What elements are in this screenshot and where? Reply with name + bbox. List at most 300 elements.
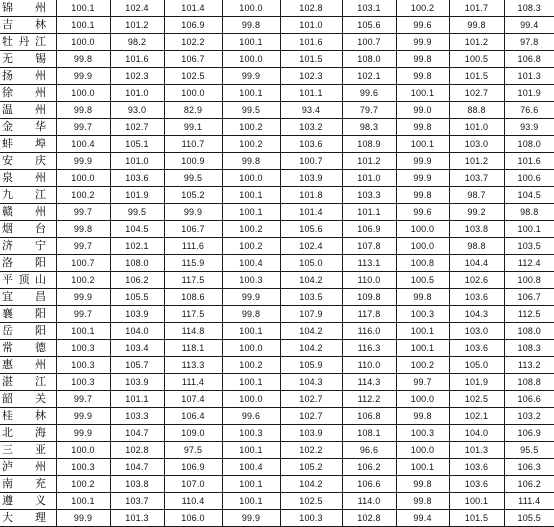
index-value-cell: 100.1 [396,136,449,153]
city-name: 桂 林 [2,409,46,422]
index-value-cell: 102.5 [280,493,342,510]
index-value-cell: 109.0 [164,425,222,442]
index-value-cell: 113.3 [164,357,222,374]
index-value-cell: 100.0 [222,340,280,357]
city-cell [0,425,56,442]
index-value-cell: 105.5 [110,289,164,306]
index-value-cell: 101.2 [449,153,504,170]
city-name: 蚌 埠 [2,137,46,150]
index-value-cell: 103.7 [449,170,504,187]
index-value-cell: 98.7 [449,187,504,204]
index-value-cell: 106.6 [342,476,396,493]
index-value-cell: 106.6 [504,391,554,408]
index-value-cell: 104.4 [449,255,504,272]
index-value-cell: 102.6 [449,272,504,289]
city-name: 无 锡 [2,52,46,65]
index-value-cell: 100.0 [56,34,110,51]
index-value-cell: 101.3 [110,510,164,527]
index-value-cell: 106.7 [164,221,222,238]
index-value-cell: 101.6 [110,51,164,68]
index-value-cell: 103.2 [504,408,554,425]
index-value-cell: 102.5 [164,68,222,85]
index-value-cell: 99.5 [110,204,164,221]
index-value-cell: 101.5 [449,68,504,85]
index-value-cell: 103.6 [449,289,504,306]
index-value-cell: 101.9 [449,374,504,391]
index-value-cell: 118.1 [164,340,222,357]
index-value-cell: 96.6 [342,442,396,459]
city-cell [0,476,56,493]
index-value-cell: 100.1 [396,459,449,476]
index-value-cell: 101.9 [504,85,554,102]
index-value-cell: 103.6 [110,170,164,187]
index-value-cell: 99.9 [222,510,280,527]
index-value-cell: 106.7 [504,289,554,306]
index-value-cell: 97.5 [164,442,222,459]
index-value-cell: 93.4 [280,102,342,119]
index-value-cell: 98.8 [504,204,554,221]
city-name: 扬 州 [2,69,46,82]
city-name: 牡 丹 江 [2,35,46,48]
index-value-cell: 103.9 [280,425,342,442]
index-value-cell: 106.8 [504,51,554,68]
index-value-cell: 102.2 [164,34,222,51]
index-value-cell: 100.0 [222,0,280,17]
index-value-cell: 102.8 [280,0,342,17]
index-value-cell: 102.4 [280,238,342,255]
index-value-cell: 95.5 [504,442,554,459]
index-value-cell: 108.0 [504,136,554,153]
index-value-cell: 101.1 [280,85,342,102]
index-value-cell: 103.0 [449,136,504,153]
table-row [0,51,554,68]
index-value-cell: 102.1 [110,238,164,255]
index-value-cell: 99.8 [222,153,280,170]
index-value-cell: 101.0 [110,153,164,170]
city-name: 温 州 [2,103,46,116]
index-value-cell: 97.8 [504,34,554,51]
table-row [0,391,554,408]
index-value-cell: 100.7 [56,255,110,272]
index-value-cell: 100.2 [56,187,110,204]
index-value-cell: 99.6 [342,85,396,102]
index-value-cell: 101.1 [110,391,164,408]
index-value-cell: 99.8 [396,68,449,85]
index-value-cell: 110.0 [342,272,396,289]
city-cell [0,255,56,272]
index-value-cell: 99.7 [56,238,110,255]
index-value-cell: 114.0 [342,493,396,510]
city-name: 锦 州 [2,1,46,14]
index-value-cell: 106.9 [164,17,222,34]
city-name: 常 德 [2,341,46,354]
table-row [0,102,554,119]
index-value-cell: 107.0 [164,476,222,493]
city-cell [0,357,56,374]
index-value-cell: 105.0 [449,357,504,374]
index-value-cell: 104.3 [449,306,504,323]
index-value-cell: 100.2 [222,221,280,238]
index-value-cell: 108.8 [504,374,554,391]
index-value-cell: 100.3 [56,374,110,391]
index-value-cell: 99.8 [56,102,110,119]
index-value-cell: 99.8 [396,493,449,510]
index-value-cell: 100.0 [396,391,449,408]
index-value-cell: 101.2 [342,153,396,170]
index-value-cell: 111.4 [164,374,222,391]
index-value-cell: 108.0 [342,51,396,68]
index-value-cell: 100.6 [504,170,554,187]
index-value-cell: 113.2 [504,357,554,374]
index-value-cell: 103.6 [280,136,342,153]
index-value-cell: 100.1 [396,85,449,102]
index-value-cell: 117.5 [164,306,222,323]
city-cell [0,493,56,510]
index-value-cell: 106.9 [504,425,554,442]
index-value-cell: 99.7 [56,306,110,323]
index-value-cell: 100.2 [56,272,110,289]
table-row [0,408,554,425]
index-value-cell: 115.9 [164,255,222,272]
index-value-cell: 100.2 [222,136,280,153]
index-value-cell: 99.1 [164,119,222,136]
table-row [0,153,554,170]
index-value-cell: 101.3 [449,442,504,459]
index-value-cell: 102.8 [342,510,396,527]
index-value-cell: 88.8 [449,102,504,119]
table-row [0,272,554,289]
index-value-cell: 108.9 [342,136,396,153]
index-value-cell: 105.6 [280,221,342,238]
index-value-cell: 110.4 [164,493,222,510]
index-value-cell: 112.2 [342,391,396,408]
city-name: 岳 阳 [2,324,46,337]
index-value-cell: 106.8 [342,408,396,425]
index-value-cell: 100.5 [396,272,449,289]
table-row [0,85,554,102]
index-value-cell: 99.9 [56,425,110,442]
index-value-cell: 104.2 [280,476,342,493]
index-value-cell: 100.2 [396,0,449,17]
index-value-cell: 106.3 [504,459,554,476]
index-value-cell: 103.8 [449,221,504,238]
index-value-cell: 79.7 [342,102,396,119]
table-row [0,510,554,527]
index-value-cell: 100.0 [396,221,449,238]
index-value-cell: 106.2 [110,272,164,289]
city-cell [0,51,56,68]
index-value-cell: 113.1 [342,255,396,272]
index-value-cell: 101.6 [504,153,554,170]
index-value-cell: 100.0 [222,170,280,187]
index-value-cell: 99.8 [449,17,504,34]
index-value-cell: 108.0 [110,255,164,272]
index-value-cell: 98.3 [342,119,396,136]
index-value-cell: 102.7 [449,85,504,102]
index-value-cell: 76.6 [504,102,554,119]
index-value-cell: 102.1 [449,408,504,425]
index-value-cell: 104.0 [110,323,164,340]
index-value-cell: 116.3 [342,340,396,357]
index-value-cell: 103.7 [110,493,164,510]
city-name: 安 庆 [2,154,46,167]
index-value-cell: 100.1 [222,34,280,51]
index-value-cell: 99.5 [222,102,280,119]
index-value-cell: 99.8 [396,476,449,493]
index-value-cell: 100.0 [396,238,449,255]
index-value-cell: 108.3 [504,0,554,17]
index-value-cell: 99.9 [396,170,449,187]
index-value-cell: 103.2 [280,119,342,136]
index-value-cell: 103.9 [110,306,164,323]
index-value-cell: 104.7 [110,425,164,442]
index-value-cell: 104.5 [504,187,554,204]
table-row [0,136,554,153]
index-value-cell: 106.0 [164,510,222,527]
index-value-cell: 101.3 [504,68,554,85]
index-value-cell: 103.6 [449,340,504,357]
city-cell [0,221,56,238]
index-value-cell: 100.1 [56,0,110,17]
index-value-cell: 102.7 [110,119,164,136]
index-value-cell: 99.9 [396,153,449,170]
index-value-cell: 102.1 [342,68,396,85]
index-value-cell: 106.9 [342,221,396,238]
index-value-cell: 100.2 [396,357,449,374]
city-name: 赣 州 [2,205,46,218]
city-name: 南 充 [2,477,46,490]
index-value-cell: 100.2 [222,119,280,136]
index-value-cell: 99.7 [396,374,449,391]
table-row [0,34,554,51]
table-row [0,289,554,306]
index-value-cell: 100.5 [449,51,504,68]
index-value-cell: 105.2 [280,459,342,476]
index-value-cell: 99.9 [56,153,110,170]
city-cell [0,17,56,34]
city-cell [0,374,56,391]
index-value-cell: 100.0 [222,391,280,408]
city-name: 金 华 [2,120,46,133]
index-value-cell: 100.1 [222,493,280,510]
index-value-cell: 99.8 [396,408,449,425]
city-name: 吉 林 [2,18,46,31]
index-value-cell: 101.0 [342,170,396,187]
city-cell [0,0,56,17]
index-value-cell: 100.1 [222,442,280,459]
index-value-cell: 105.2 [164,187,222,204]
index-value-cell: 100.1 [449,493,504,510]
city-name: 烟 台 [2,222,46,235]
index-value-cell: 99.8 [56,221,110,238]
index-value-cell: 105.5 [504,510,554,527]
city-cell [0,340,56,357]
index-value-cell: 99.7 [56,391,110,408]
index-value-cell: 104.7 [110,459,164,476]
city-cell [0,408,56,425]
index-value-cell: 101.9 [110,187,164,204]
table-row [0,238,554,255]
index-value-cell: 100.2 [222,357,280,374]
index-value-cell: 108.6 [164,289,222,306]
index-value-cell: 93.9 [504,119,554,136]
index-value-cell: 108.0 [504,323,554,340]
index-value-cell: 100.3 [396,425,449,442]
index-value-cell: 99.8 [222,306,280,323]
index-value-cell: 99.9 [56,510,110,527]
index-value-cell: 103.5 [504,238,554,255]
index-value-cell: 100.1 [222,323,280,340]
index-value-cell: 102.2 [280,442,342,459]
table-row [0,374,554,391]
index-value-cell: 99.9 [56,289,110,306]
index-value-cell: 99.8 [396,119,449,136]
index-value-cell: 101.1 [342,204,396,221]
index-value-cell: 110.0 [342,357,396,374]
city-name: 徐 州 [2,86,46,99]
index-value-cell: 112.4 [504,255,554,272]
index-value-cell: 100.1 [222,187,280,204]
index-value-cell: 102.4 [110,0,164,17]
city-name: 襄 阳 [2,307,46,320]
table-row [0,442,554,459]
index-value-cell: 103.3 [110,408,164,425]
index-value-cell: 100.8 [396,255,449,272]
index-value-cell: 99.9 [222,289,280,306]
city-name: 九 江 [2,188,46,201]
index-value-cell: 99.8 [396,187,449,204]
table-row [0,0,554,17]
city-cell [0,68,56,85]
index-value-cell: 114.3 [342,374,396,391]
table-row [0,459,554,476]
index-value-cell: 116.0 [342,323,396,340]
index-value-cell: 104.2 [280,340,342,357]
index-value-cell: 101.7 [449,0,504,17]
index-value-cell: 102.5 [449,391,504,408]
index-value-cell: 101.8 [280,187,342,204]
table-row [0,357,554,374]
city-name: 三 亚 [2,443,46,456]
index-value-cell: 100.3 [56,459,110,476]
index-value-cell: 100.3 [56,340,110,357]
city-cell [0,272,56,289]
index-value-cell: 100.3 [396,306,449,323]
index-value-cell: 104.3 [280,374,342,391]
index-value-cell: 100.1 [222,204,280,221]
table-row [0,493,554,510]
index-value-cell: 100.0 [56,85,110,102]
index-value-cell: 100.3 [222,425,280,442]
table-row [0,17,554,34]
index-value-cell: 101.0 [449,119,504,136]
index-value-cell: 103.3 [342,187,396,204]
index-value-cell: 109.8 [342,289,396,306]
city-name: 湛 江 [2,375,46,388]
index-value-cell: 100.0 [56,442,110,459]
index-value-cell: 101.5 [449,510,504,527]
index-value-cell: 106.9 [164,459,222,476]
city-cell [0,459,56,476]
index-value-cell: 99.9 [56,68,110,85]
city-name: 宜 昌 [2,290,46,303]
index-value-cell: 101.2 [110,17,164,34]
city-cell [0,442,56,459]
index-value-cell: 100.1 [222,85,280,102]
index-value-cell: 99.9 [222,68,280,85]
table-row [0,255,554,272]
city-name: 惠 州 [2,358,46,371]
index-value-cell: 99.5 [164,170,222,187]
table-row [0,306,554,323]
city-name: 泸 州 [2,460,46,473]
index-value-cell: 99.7 [56,119,110,136]
index-value-cell: 82.9 [164,102,222,119]
index-value-cell: 106.7 [164,51,222,68]
index-value-cell: 104.5 [110,221,164,238]
index-value-cell: 103.1 [342,0,396,17]
index-value-cell: 107.9 [280,306,342,323]
index-value-cell: 111.4 [504,493,554,510]
index-value-cell: 103.5 [280,289,342,306]
index-value-cell: 100.3 [280,510,342,527]
index-value-cell: 102.3 [110,68,164,85]
index-value-cell: 102.3 [280,68,342,85]
index-value-cell: 103.9 [280,170,342,187]
city-name: 遵 义 [2,494,46,507]
index-value-cell: 102.7 [280,391,342,408]
index-value-cell: 100.9 [164,153,222,170]
city-name: 平 顶 山 [2,273,46,286]
city-cell [0,34,56,51]
index-value-cell: 111.6 [164,238,222,255]
index-value-cell: 100.7 [342,34,396,51]
city-cell [0,119,56,136]
index-value-cell: 101.6 [280,34,342,51]
index-value-cell: 105.1 [110,136,164,153]
city-name: 洛 阳 [2,256,46,269]
table-row [0,204,554,221]
index-value-cell: 107.8 [342,238,396,255]
index-value-cell: 98.2 [110,34,164,51]
city-cell [0,170,56,187]
table-row [0,187,554,204]
index-value-cell: 99.4 [504,17,554,34]
table-row [0,340,554,357]
index-value-cell: 104.2 [280,272,342,289]
index-value-cell: 101.4 [280,204,342,221]
index-value-cell: 100.8 [504,272,554,289]
index-value-cell: 117.5 [164,272,222,289]
index-value-cell: 99.6 [396,17,449,34]
table-row [0,425,554,442]
index-value-cell: 100.4 [56,136,110,153]
city-cell [0,85,56,102]
index-value-cell: 100.0 [164,85,222,102]
index-value-cell: 102.8 [110,442,164,459]
city-cell [0,238,56,255]
index-value-cell: 103.6 [449,476,504,493]
table-row [0,476,554,493]
city-cell [0,306,56,323]
index-value-cell: 93.0 [110,102,164,119]
index-value-cell: 101.5 [280,51,342,68]
index-value-cell: 99.9 [164,204,222,221]
index-value-cell: 101.2 [449,34,504,51]
index-value-cell: 98.8 [449,238,504,255]
index-value-cell: 99.8 [396,51,449,68]
index-value-cell: 100.4 [222,255,280,272]
